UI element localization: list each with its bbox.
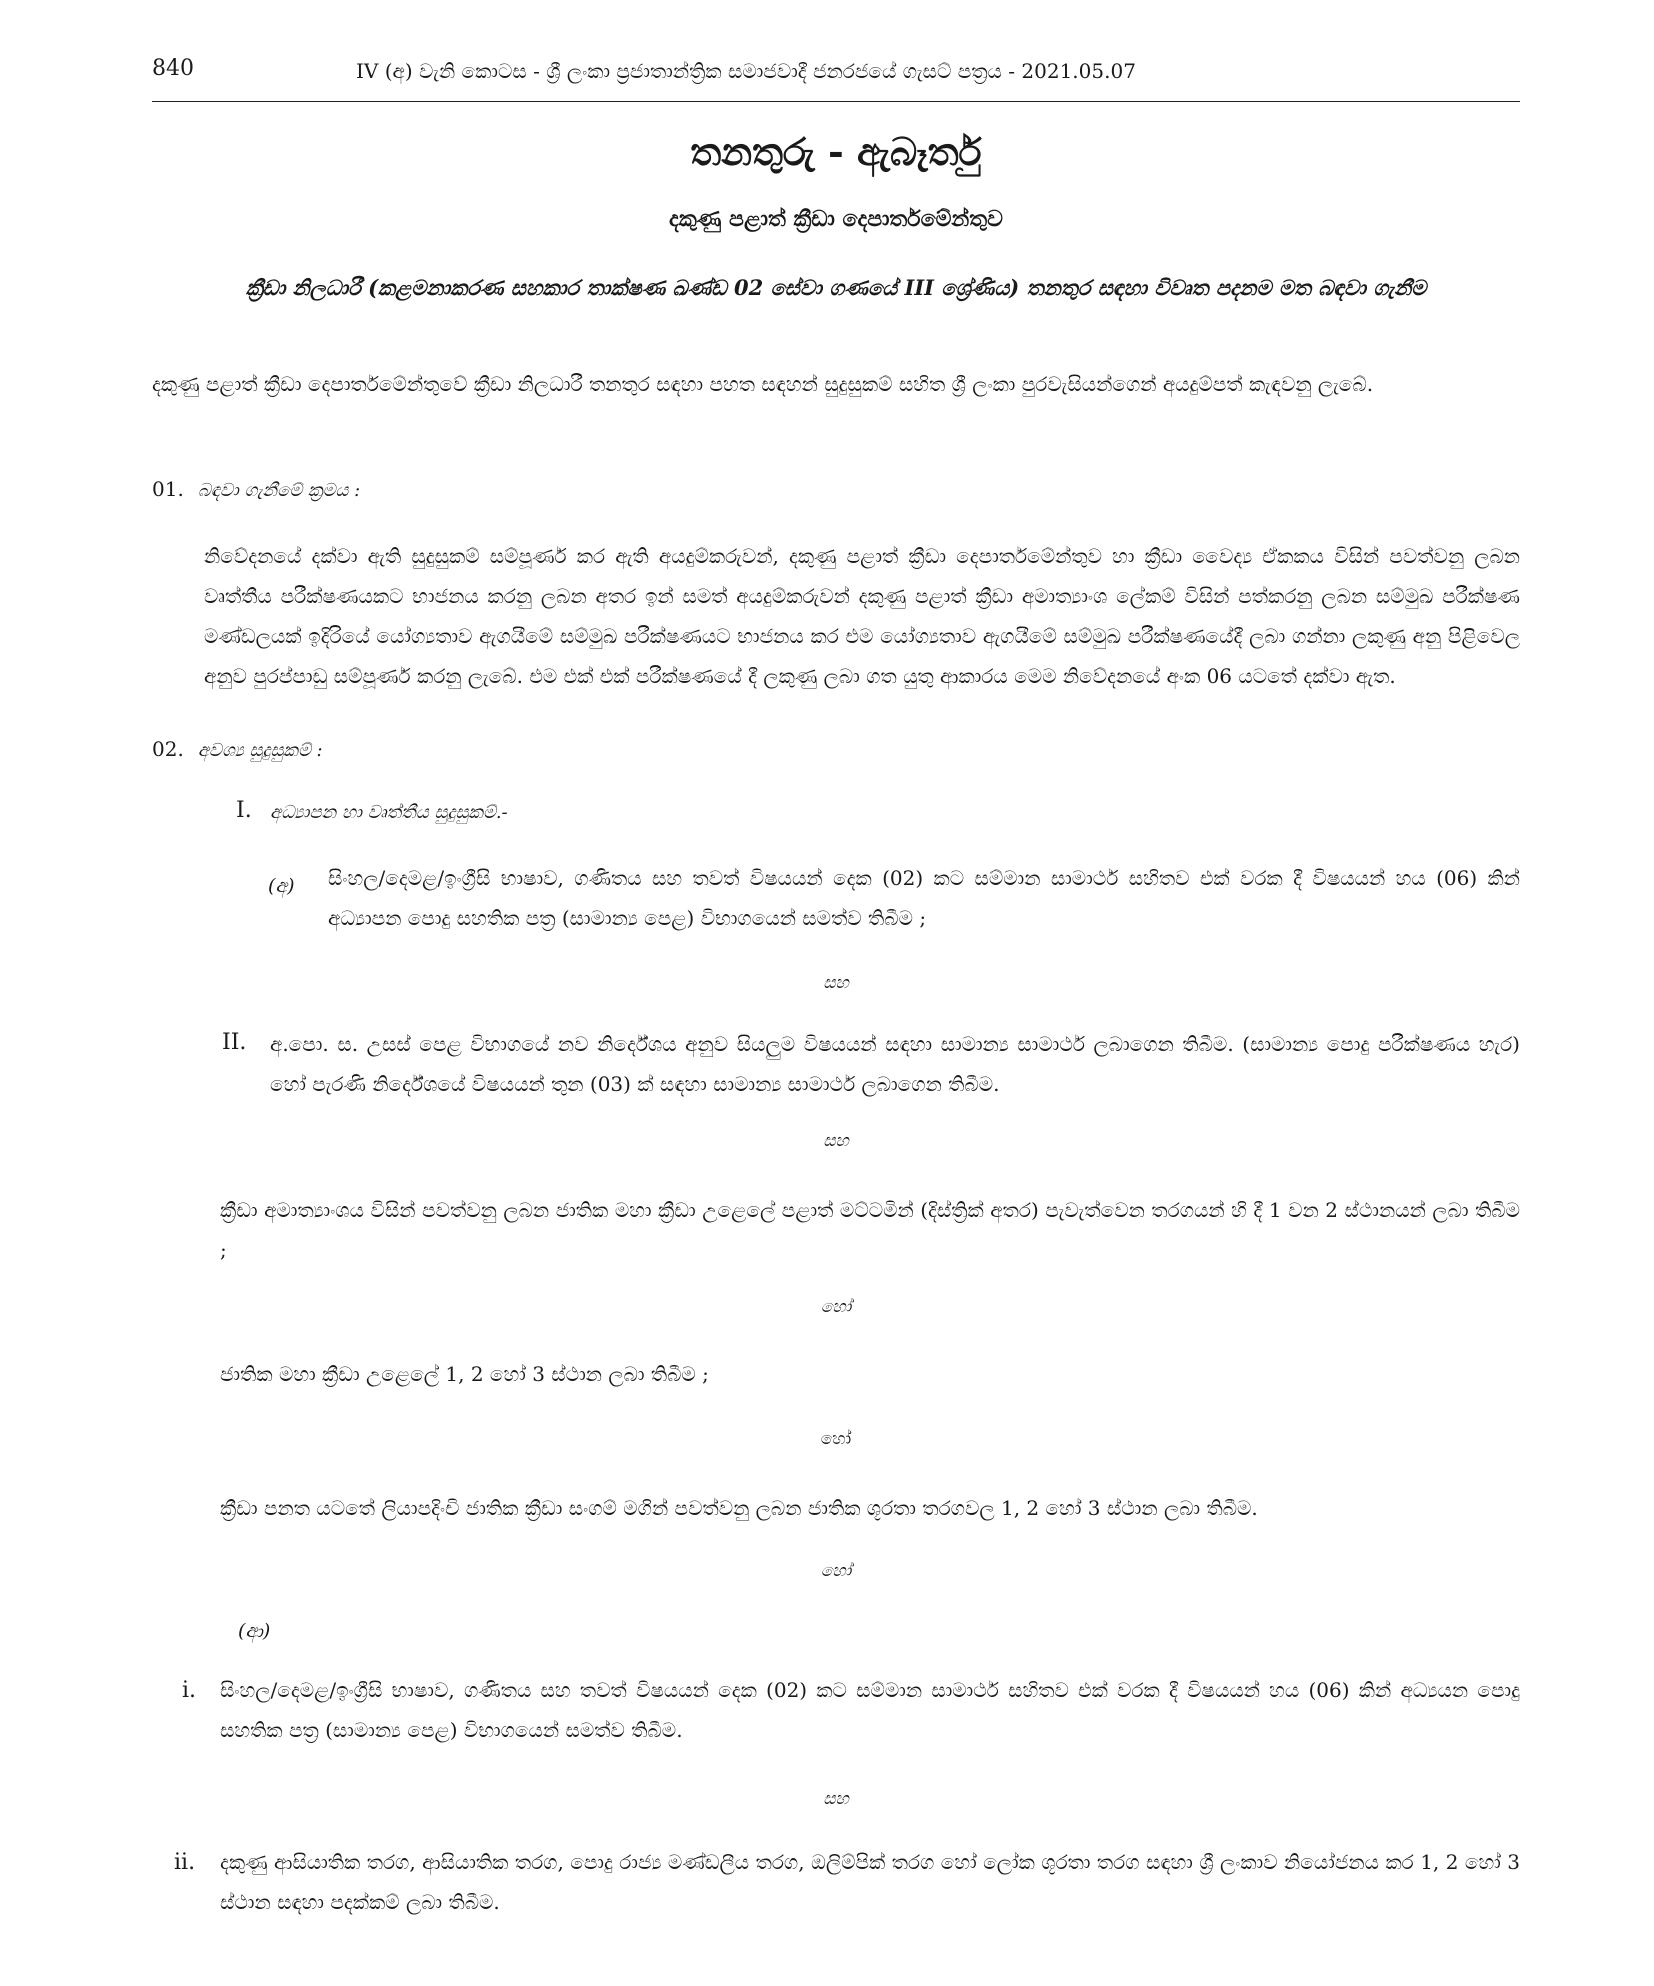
section-label: බඳවා ගැනීමේ ක්‍රමය :	[197, 480, 361, 501]
page-number: 840	[152, 56, 194, 81]
sports-festival-district-text: ක්‍රීඩා අමාත්‍යාංශය විසින් පවත්වනු ලබන ජාතික මහා ක්‍රීඩා උළෙලේ පළාත් මට්ටමින් (දිස්ත්‍රික් අතර) පැවැත්වෙන තරගයන් හි දී 1 වන 2 ස්ථානයන් ලබා තිබීම ;	[220, 1198, 1520, 1262]
national-championship-text: ක්‍රීඩා පනත යටතේ ලියාපදිංචි ජාතික ක්‍රීඩා සංගම් මගින් පවත්වනු ලබන ජාතික ශූරතා තරගවල 1, 2 හෝ 3 ස්ථාන ලබා තිබීම.	[220, 1496, 1258, 1520]
roman-numeral-1: I.	[236, 798, 252, 823]
educational-qualifications-label: අධ්‍යාපන හා වෘත්තීය සුදුසුකම්.-	[270, 802, 508, 823]
conjunction-or: හෝ	[820, 1297, 852, 1317]
page-title: තනතුරු - ඇබෑර්තු	[690, 129, 982, 174]
alt-ol-qualification-text: සිංහල/දෙමළ/ඉංග්‍රීසි භාෂාව, ගණිතය සහ තවත් විෂයයන් දෙක (02) කට සම්මාන සාමාර්ථ සහිතව එක් වරක දී විෂයයන් හය (06) කින් අධ්‍යයන පොදු සහතික පත්‍ර (සාමාන්‍ය පෙළ) විභාගයෙන් සමත්ව තිබීම.	[220, 1678, 1520, 1742]
recruitment-method-paragraph: නිවේදනයේ දක්වා ඇති සුදුසුකම් සම්පූර්ණ කර ඇති අයදුම්කරුවන්, දකුණු පළාත් ක්‍රීඩා දෙපාර්තමේන්තුව හා ක්‍රීඩා වෛද්‍ය ඒකකය විසින් පවත්වනු ලබන වෘත්තීය පරීක්ෂණයකට භාජනය කරනු ලබන අතර ඉන් සමත් අයදුම්කරුවන් දකුණු පළාත් ක්‍රීඩා අමාත්‍යාංශ ලේකම් විසින් පත්කරනු ලබන සම්මුඛ පරීක්ෂණ මණ්ඩලයක් ඉදිරියේ යෝග්‍යතාව ඇගයීමේ සම්මුඛ පරීක්ෂණයට භාජනය කර එම යෝග්‍යතාව ඇගයීමේ සම්මුඛ පරීක්ෂණයේදී ලබා ගන්නා ලකුණු අනු පිළිවෙල අනුව පුරප්පාඩු සම්පූර්ණ කරනු ලැබේ. එම එක් එක් පරීක්ෂණයේ දී ලකුණු ලබා ගත යුතු ආකාරය මෙම නිවේදනයේ අංක 06 යටතේ දක්වා ඇත.	[204, 544, 1520, 688]
sub-item-marker-aa: (ආ)	[238, 1620, 271, 1642]
conjunction-or: හෝ	[820, 1429, 852, 1449]
roman-numeral-2: II.	[222, 1030, 247, 1055]
item-numeral-i: i.	[182, 1678, 197, 1703]
intro-paragraph: දකුණු පළාත් ක්‍රීඩා දෙපාර්තමේන්තුවේ ක්‍රීඩා නිලධාරී තනතුර සඳහා පහත සඳහන් සුදුසුකම් සහිත ශ්‍රී ලංකා පුරවැසියන්ගෙන් අයදුම්පත් කැඳවනු ලැබේ.	[152, 372, 1374, 396]
header-divider	[152, 101, 1520, 102]
al-qualification-text: අ.පො. ස. උසස් පෙළ විභාගයේ නව නිර්දේශය අනුව සියලුම විෂයයන් සඳහා සාමාන්‍ය සාමාර්ථ ලබාගෙන තිබීම. (සාමාන්‍ය පොදු පරීක්ෂණය හැර) හෝ පැරණි නිර්දේශයේ විෂයයන් තුන (03) ක් සඳහා සාමාන්‍ය සාමාර්ථ ලබාගෙන තිබීම.	[270, 1032, 1520, 1096]
conjunction-and: සහ	[823, 1789, 849, 1809]
section-number: 02.	[152, 737, 184, 761]
conjunction-or: හෝ	[820, 1561, 852, 1581]
ol-qualification-text: සිංහල/දෙමළ/ඉංග්‍රීසි භාෂාව, ගණිතය සහ තවත් විෂයයන් දෙක (02) කට සම්මාන සාමාර්ථ සහිතව එක් වරක දී විෂයයන් හය (06) කින් අධ්‍යාපන පොදු සහතික පත්‍ර (සාමාන්‍ය පෙළ) විභාගයෙන් සමත්ව තිබීම ;	[328, 866, 1520, 930]
conjunction-and: සහ	[823, 973, 849, 993]
conjunction-and: සහ	[823, 1131, 849, 1151]
item-numeral-ii: ii.	[174, 1850, 196, 1875]
section-heading-qualifications	[152, 732, 323, 768]
notice-subtitle: ක්‍රීඩා නිලධාරී (කළමනාකරණ සහකාර තාක්ෂණ ඛණ්ඩ 02 සේවා ගණයේ III ශ්‍රේණිය) තනතුර සඳහා විවෘත පදනම මත බඳවා ගැනීම	[245, 275, 1427, 300]
section-number: 01.	[152, 477, 184, 501]
section-heading-recruitment	[152, 472, 360, 508]
running-title: IV (අ) වැනි කොටස - ශ්‍රී ලංකා ප්‍රජාතාන්ත්‍රික සමාජවාදී ජනරජයේ ගැසට් පත්‍රය - 2021.05.07	[356, 59, 1136, 83]
department-name: දකුණු පළාත් ක්‍රීඩා දෙපාර්තමේන්තුව	[669, 206, 1003, 232]
section-label: අවශ්‍ය සුදුසුකම් :	[197, 740, 323, 761]
sub-item-marker-a: (අ)	[268, 875, 295, 897]
international-medal-text: දකුණු ආසියාතික තරග, ආසියාතික තරග, පොදු රාජ්‍ය මණ්ඩලීය තරග, ඔලිම්පික් තරග හෝ ලෝක ශූරතා තරග සඳහා ශ්‍රී ලංකාව නියෝජනය කර 1, 2 හෝ 3 ස්ථාන සඳහා පදක්කම් ලබා තිබීම.	[220, 1850, 1520, 1914]
sports-festival-national-text: ජාතික මහා ක්‍රීඩා උළෙලේ 1, 2 හෝ 3 ස්ථාන ලබා තිබීම ;	[220, 1362, 709, 1386]
